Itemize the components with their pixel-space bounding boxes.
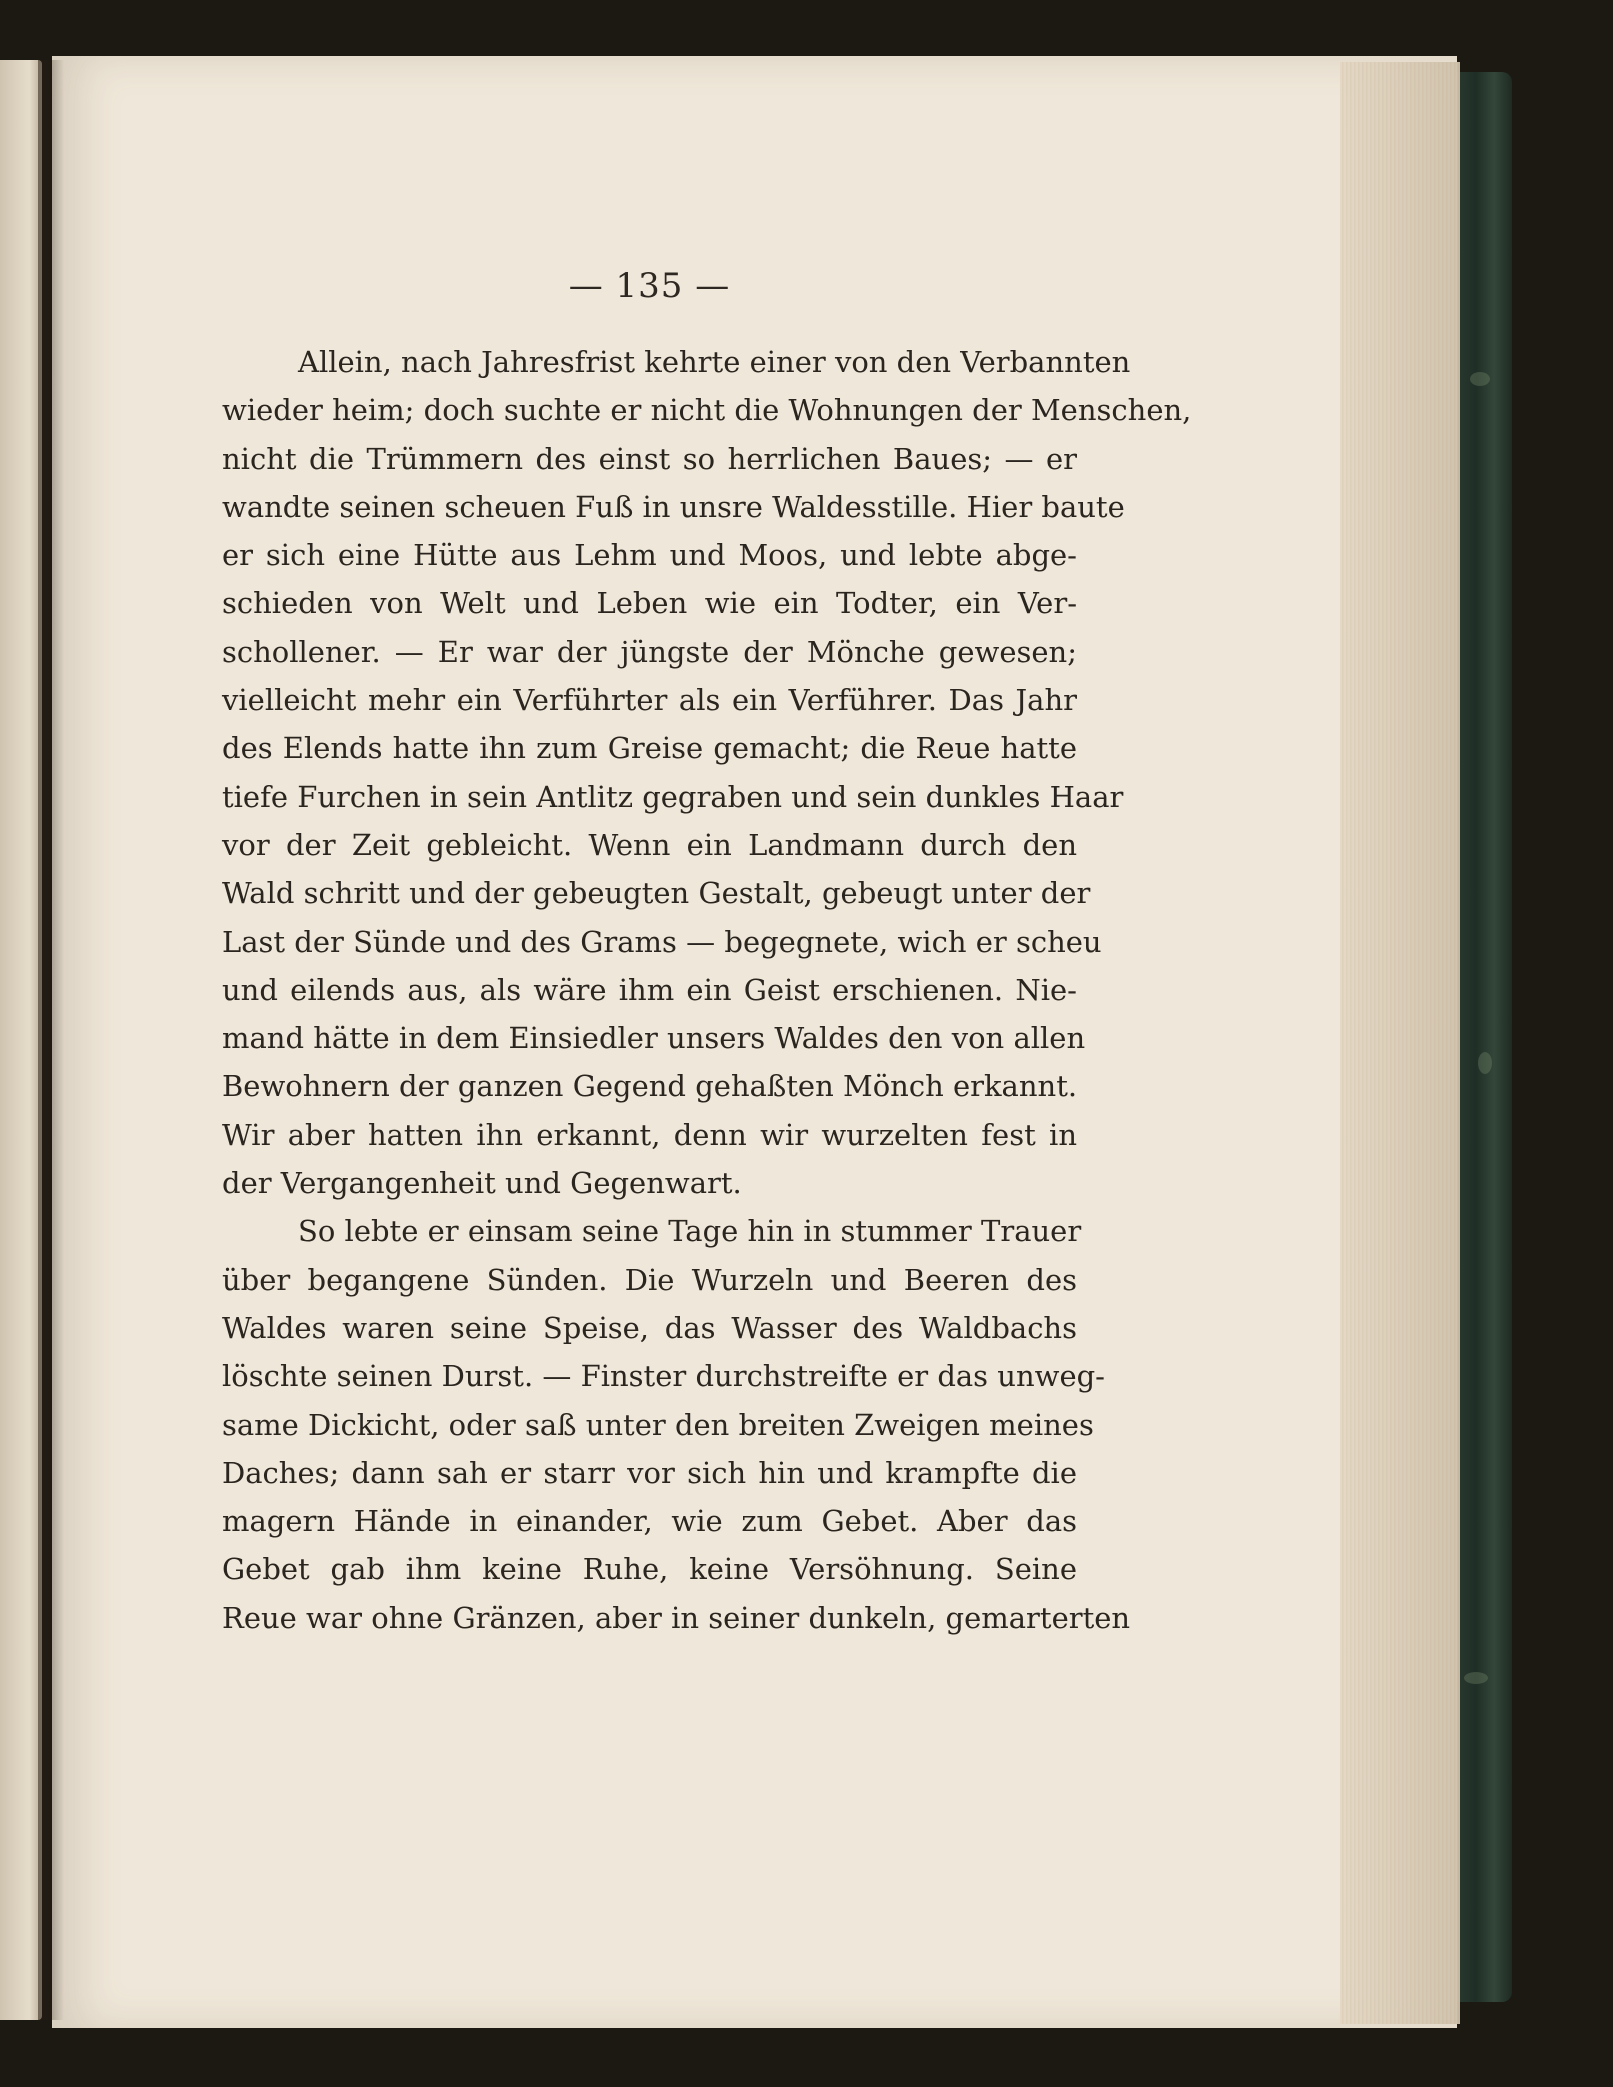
cover-wear-spot — [1464, 1672, 1488, 1684]
text-line: Bewohnern der ganzen Gegend gehaßten Mönch erkannt. — [222, 1069, 1078, 1104]
text-line: Wir aber hatten ihn erkannt, denn wir wurzelten fest in — [222, 1117, 1077, 1152]
text-line: magern Hände in einander, wie zum Gebet. Aber das — [222, 1504, 1077, 1539]
page-block-shade — [1340, 62, 1460, 2024]
cover-wear-spot — [1470, 372, 1490, 386]
text-line: tiefe Furchen in sein Antlitz gegraben und sein dunkles Haar — [222, 779, 1124, 814]
page-number: — 135 — — [568, 266, 731, 306]
text-line: schieden von Welt und Leben wie ein Todter, ein Ver- — [222, 586, 1077, 621]
text-line: löschte seinen Durst. — Finster durchstreifte er das unweg- — [222, 1359, 1105, 1394]
text-line: und eilends aus, als wäre ihm ein Geist erschienen. Nie- — [222, 972, 1077, 1007]
text-line: same Dickicht, oder saß unter den breiten Zweigen meines — [222, 1407, 1094, 1442]
text-line: Reue war ohne Gränzen, aber in seiner dunkeln, gemarterten — [222, 1600, 1131, 1635]
text-line: vor der Zeit gebleicht. Wenn ein Landmann durch den — [222, 827, 1077, 862]
text-line: Gebet gab ihm keine Ruhe, keine Versöhnung. Seine — [222, 1552, 1077, 1587]
book-cover — [1452, 72, 1512, 2002]
text-line: Allein, nach Jahresfrist kehrte einer von den Verbannten — [298, 345, 1131, 379]
body-text — [222, 338, 1192, 1642]
text-line: des Elends hatte ihn zum Greise gemacht; die Reue hatte — [222, 731, 1077, 766]
gutter-shadow — [38, 60, 64, 2020]
text-line: schollener. — Er war der jüngste der Mönche gewesen; — [222, 634, 1077, 669]
cover-wear-spot — [1478, 1052, 1492, 1074]
text-line: der Vergangenheit und Gegenwart. — [222, 1166, 742, 1201]
text-line: wieder heim; doch suchte er nicht die Wohnungen der Menschen, — [222, 393, 1192, 428]
text-line: So lebte er einsam seine Tage hin in stummer Trauer — [298, 1214, 1082, 1249]
text-line: wandte seinen scheuen Fuß in unsre Waldesstille. Hier baute — [222, 489, 1125, 524]
text-line: über begangene Sünden. Die Wurzeln und Beeren des — [222, 1262, 1077, 1297]
facing-page-edge — [0, 60, 42, 2020]
text-line: Daches; dann sah er starr vor sich hin und krampfte die — [222, 1455, 1077, 1490]
text-line: mand hätte in dem Einsiedler unsers Waldes den von allen — [222, 1021, 1086, 1056]
text-line: vielleicht mehr ein Verführter als ein Verführer. Das Jahr — [222, 683, 1077, 718]
text-line: er sich eine Hütte aus Lehm und Moos, und lebte abge- — [222, 538, 1077, 573]
text-line: nicht die Trümmern des einst so herrlichen Baues; — er — [222, 441, 1077, 476]
text-line: Wald schritt und der gebeugten Gestalt, gebeugt unter der — [222, 876, 1091, 911]
text-line: Last der Sünde und des Grams — begegnete, wich er scheu — [222, 924, 1102, 959]
text-line: Waldes waren seine Speise, das Wasser des Waldbachs — [222, 1310, 1077, 1345]
